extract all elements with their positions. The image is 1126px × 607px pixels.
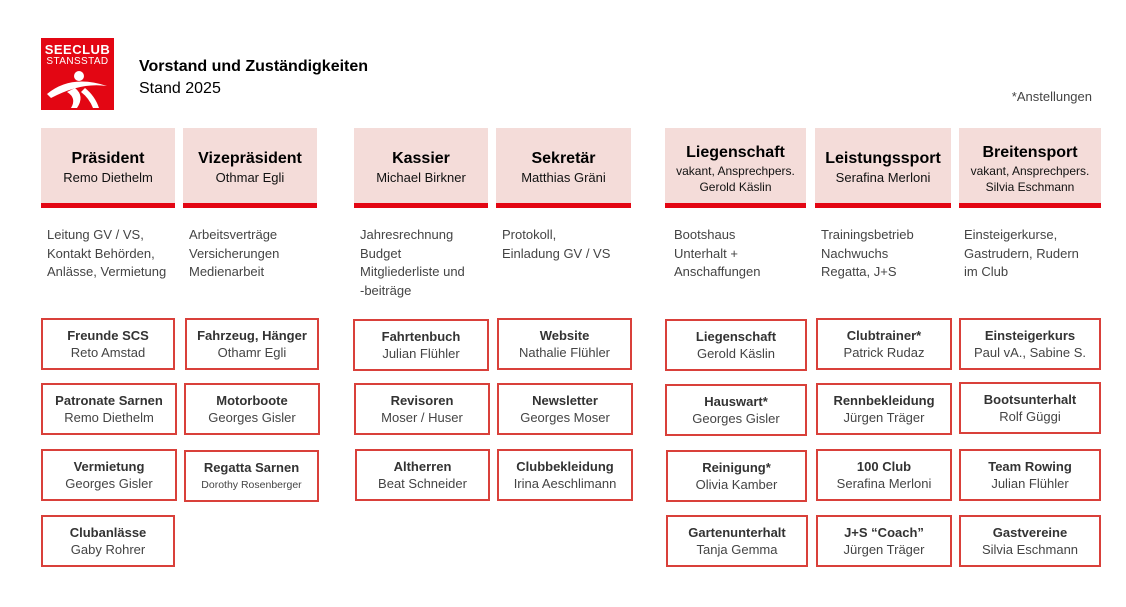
role-title: Rennbekleidung bbox=[833, 393, 935, 408]
role-box-liegenschaft bbox=[665, 319, 807, 371]
role-person: Gerold Käslin bbox=[696, 346, 776, 361]
role-box-freunde-scs bbox=[41, 318, 175, 370]
role-box-js-coach bbox=[816, 515, 952, 567]
role-title: Altherren bbox=[393, 459, 452, 474]
role-title: J+S “Coach” bbox=[844, 525, 924, 540]
role-title: Freunde SCS bbox=[67, 328, 149, 343]
duty-line: Budget bbox=[360, 245, 402, 261]
role-box-motorboote bbox=[184, 383, 320, 435]
duties-sekretaer bbox=[502, 226, 610, 263]
header-sekretaer bbox=[496, 128, 631, 208]
header-breitensport bbox=[959, 128, 1101, 208]
header-title: Vizepräsident bbox=[198, 150, 302, 167]
role-title: Motorboote bbox=[216, 393, 288, 408]
role-title: Team Rowing bbox=[988, 459, 1072, 474]
role-person: Moser / Huser bbox=[381, 410, 463, 425]
role-title: Liegenschaft bbox=[695, 329, 777, 344]
role-box-clubtrainer bbox=[816, 318, 952, 370]
duty-line: Medienarbeit bbox=[189, 264, 265, 279]
role-box-rennbekleidung bbox=[816, 383, 952, 435]
duty-line: Regatta, J+S bbox=[821, 264, 897, 279]
role-person: Remo Diethelm bbox=[64, 410, 154, 425]
duty-line: Gastrudern, Rudern bbox=[964, 245, 1079, 261]
header-title: Leistungssport bbox=[825, 150, 941, 167]
header-person: vakant, Ansprechpers. bbox=[970, 164, 1090, 178]
duty-line: Mitgliederliste und bbox=[360, 264, 465, 279]
role-person: Beat Schneider bbox=[378, 476, 467, 491]
duties-praesident bbox=[47, 226, 166, 282]
role-person: Jürgen Träger bbox=[843, 542, 925, 557]
role-box-patronate-sarnen bbox=[41, 383, 177, 435]
role-box-team-rowing bbox=[959, 449, 1101, 501]
header-person: vakant, Ansprechpers. bbox=[676, 164, 795, 178]
duties-vizepraesident bbox=[189, 226, 279, 282]
role-title: Reinigung* bbox=[702, 460, 771, 475]
role-title: Fahrzeug, Hänger bbox=[197, 328, 307, 343]
header-person: Serafina Merloni bbox=[835, 170, 931, 185]
duty-line: Einsteigerkurse, bbox=[964, 227, 1058, 242]
duties-liegenschaft bbox=[674, 226, 761, 282]
role-person: Patrick Rudaz bbox=[843, 345, 925, 360]
duty-line: Nachwuchs bbox=[821, 245, 889, 261]
role-title: Fahrtenbuch bbox=[381, 329, 461, 344]
role-title: Clubanlässe bbox=[69, 525, 147, 540]
duty-line: Trainingsbetrieb bbox=[821, 227, 914, 242]
header-title: Breitensport bbox=[982, 144, 1078, 161]
header-person-secondary: Gerold Käslin bbox=[699, 180, 772, 194]
role-box-gastvereine bbox=[959, 515, 1101, 567]
header-person: Remo Diethelm bbox=[63, 170, 153, 185]
duty-line: Anschaffungen bbox=[674, 264, 761, 279]
duties-leistungssport bbox=[821, 226, 914, 282]
duty-line: Protokoll, bbox=[502, 227, 557, 242]
role-box-vermietung bbox=[41, 449, 177, 501]
role-box-altherren bbox=[355, 449, 490, 501]
header-person: Othmar Egli bbox=[215, 170, 285, 185]
role-title: Gartenunterhalt bbox=[688, 525, 786, 540]
header-liegenschaft bbox=[665, 128, 806, 208]
role-person: Gaby Rohrer bbox=[70, 542, 146, 557]
role-title: Bootsunterhalt bbox=[983, 392, 1077, 407]
duties-kassier bbox=[360, 226, 465, 300]
role-person: Georges Gisler bbox=[692, 411, 780, 426]
duty-line: Versicherungen bbox=[189, 245, 280, 261]
role-person: Georges Moser bbox=[520, 410, 610, 425]
role-box-fahrzeug-haenger bbox=[185, 318, 319, 370]
role-title: Clubtrainer* bbox=[846, 328, 922, 343]
header-title: Kassier bbox=[392, 150, 450, 167]
duty-line: Unterhalt + bbox=[674, 245, 738, 261]
role-person: Julian Flühler bbox=[382, 346, 460, 361]
duties-breitensport bbox=[964, 226, 1079, 282]
role-person: Georges Gisler bbox=[208, 410, 296, 425]
role-box-revisoren bbox=[354, 383, 490, 435]
duty-line: Arbeitsverträge bbox=[189, 227, 278, 242]
role-person: Othamr Egli bbox=[217, 345, 287, 360]
page-title: Vorstand und Zuständigkeiten bbox=[139, 58, 369, 75]
role-box-gartenunterhalt bbox=[666, 515, 808, 567]
header-person: Michael Birkner bbox=[376, 170, 466, 185]
role-title: Newsletter bbox=[532, 393, 598, 408]
role-box-newsletter bbox=[497, 383, 633, 435]
role-title: Vermietung bbox=[73, 459, 145, 474]
role-title: Clubbekleidung bbox=[516, 459, 614, 474]
role-person: Nathalie Flühler bbox=[518, 345, 611, 360]
rower-icon bbox=[41, 68, 114, 110]
role-box-hauswart bbox=[665, 384, 807, 436]
role-box-einsteigerkurs bbox=[959, 318, 1101, 370]
duty-line: -beiträge bbox=[360, 282, 412, 298]
role-person: Silvia Eschmann bbox=[981, 542, 1079, 557]
role-person: Dorothy Rosenberger bbox=[201, 479, 302, 491]
role-box-website bbox=[497, 318, 632, 370]
role-title: 100 Club bbox=[856, 459, 912, 474]
logo-text-line2: STANSSTAD bbox=[46, 56, 109, 67]
duty-line: Anlässe, Vermietung bbox=[47, 264, 167, 279]
header-title: Präsident bbox=[71, 150, 145, 167]
role-person: Julian Flühler bbox=[991, 476, 1069, 491]
page-subtitle: Stand 2025 bbox=[139, 80, 221, 97]
role-box-100-club bbox=[816, 449, 952, 501]
header-praesident bbox=[41, 128, 175, 208]
duty-line: Bootshaus bbox=[674, 227, 736, 242]
header-title: Sekretär bbox=[531, 150, 596, 167]
duty-line: Jahresrechnung bbox=[360, 227, 454, 242]
role-title: Einsteigerkurs bbox=[984, 328, 1076, 343]
role-title: Patronate Sarnen bbox=[55, 393, 163, 408]
duty-line: Leitung GV / VS, bbox=[47, 227, 144, 242]
role-person: Rolf Güggi bbox=[999, 409, 1061, 424]
role-title: Revisoren bbox=[390, 393, 454, 408]
role-person: Jürgen Träger bbox=[843, 410, 925, 425]
role-person: Paul vA., Sabine S. bbox=[973, 345, 1086, 360]
role-person: Reto Amstad bbox=[70, 345, 146, 360]
role-title: Website bbox=[539, 328, 590, 343]
duty-line: Kontakt Behörden, bbox=[47, 245, 155, 261]
header-title: Liegenschaft bbox=[686, 144, 785, 161]
role-box-clubanlaesse bbox=[41, 515, 175, 567]
role-person: Georges Gisler bbox=[65, 476, 153, 491]
header-vizepraesident bbox=[183, 128, 317, 208]
duty-line: Einladung GV / VS bbox=[502, 245, 611, 261]
header-kassier bbox=[354, 128, 488, 208]
footnote-employment: *Anstellungen bbox=[1011, 89, 1092, 104]
header-person: Matthias Gräni bbox=[521, 170, 606, 185]
header-person-secondary: Silvia Eschmann bbox=[985, 180, 1075, 194]
role-box-fahrtenbuch bbox=[353, 319, 489, 371]
role-person: Olivia Kamber bbox=[695, 477, 778, 492]
duty-line: im Club bbox=[964, 264, 1009, 279]
role-person: Irina Aeschlimann bbox=[513, 476, 617, 491]
role-person: Tanja Gemma bbox=[696, 542, 778, 557]
club-logo bbox=[41, 38, 114, 110]
role-box-reinigung bbox=[666, 450, 807, 502]
role-title: Gastvereine bbox=[992, 525, 1068, 540]
role-title: Regatta Sarnen bbox=[203, 460, 300, 475]
logo-text-line1: SEECLUB bbox=[44, 42, 111, 57]
role-box-clubbekleidung bbox=[497, 449, 633, 501]
role-box-bootsunterhalt bbox=[959, 382, 1101, 434]
role-person: Serafina Merloni bbox=[836, 476, 932, 491]
role-title: Hauswart* bbox=[704, 394, 768, 409]
header-leistungssport bbox=[815, 128, 951, 208]
role-box-regatta-sarnen bbox=[184, 450, 319, 502]
